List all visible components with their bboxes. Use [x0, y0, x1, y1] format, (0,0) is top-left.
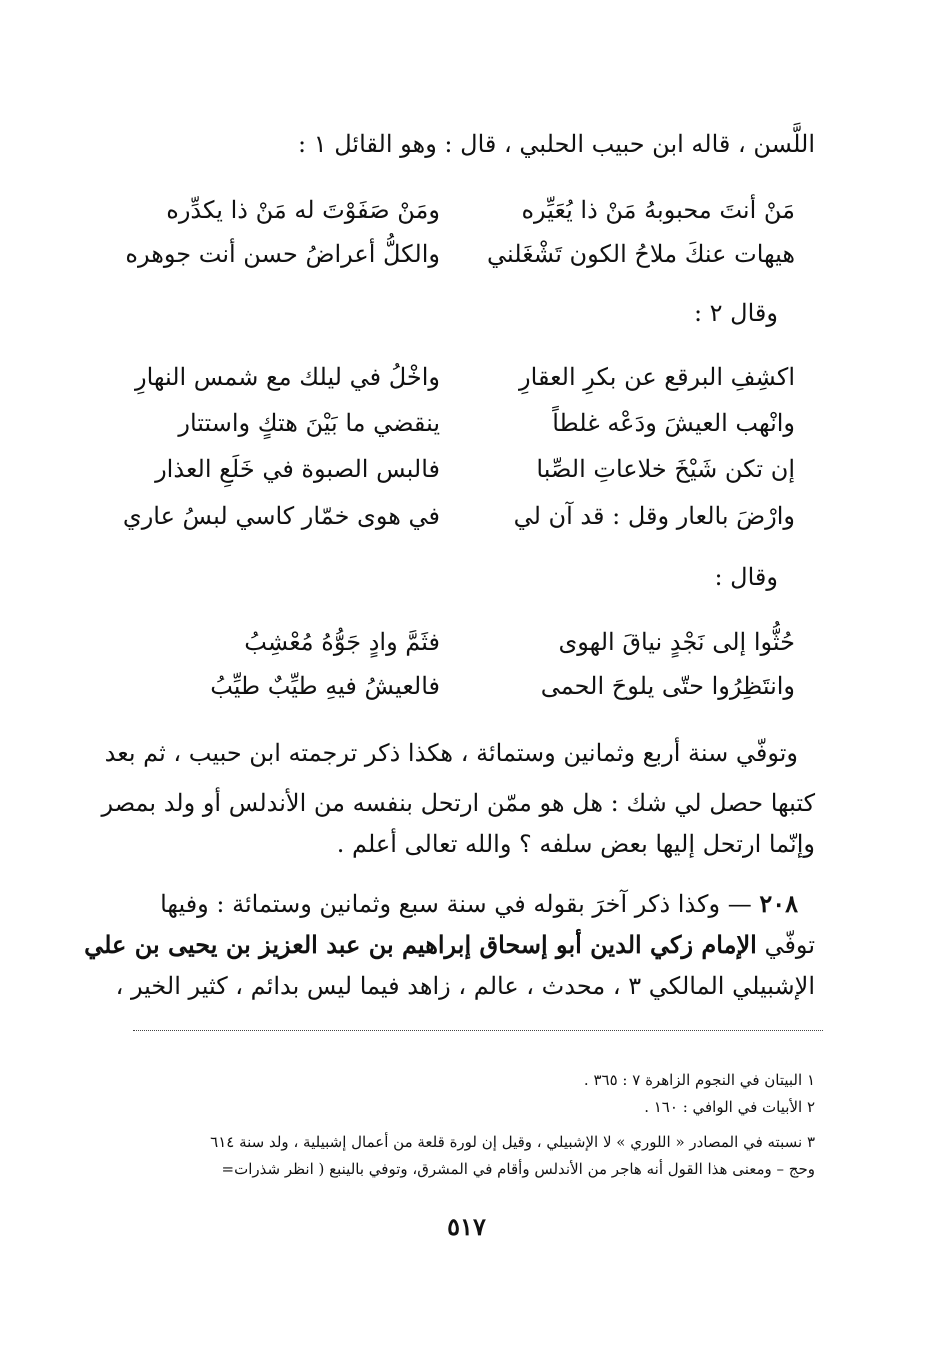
- verse-first-hemistich: اكشِفِ البرقع عن بكرِ العقارِ: [519, 363, 795, 391]
- paragraph1-line-3: وإنّما ارتحل إليها بعض سلفه ؟ والله تعالى أعلم .: [336, 830, 815, 858]
- verse-first-hemistich: حُثُّوا إلى نَجْدٍ نياقَ الهوى: [558, 628, 795, 656]
- footnote-separator: [133, 1030, 823, 1031]
- entry-208-person-name: الإمام زكي الدين أبو إسحاق إبراهيم بن عبد العزيز بن يحيى بن علي: [84, 930, 757, 959]
- paragraph1-line-1: وتوفّي سنة أربع وثمانين وستمائة ، هكذا ذكر ترجمته ابن حبيب ، ثم بعد: [104, 739, 798, 767]
- footnote-3: ٣ نسبته في المصادر « اللوري » لا الإشبيلي ، وقيل إن لورة قلعة من أعمال إشبيلية ، ولد سنة ٦١٤: [210, 1133, 815, 1151]
- poem1-verse-1: [140, 188, 795, 232]
- wa-qal-heading-2: وقال ٢ :: [693, 299, 778, 327]
- poem3-verse-1: [140, 620, 795, 664]
- paragraph1-line-2: كتبها حصل لي شك : هل هو ممّن ارتحل بنفسه من الأندلس أو ولد بمصر: [101, 789, 815, 817]
- verse-second-hemistich: في هوى خمّار كاسي لبسُ عاري: [122, 502, 440, 530]
- poem3-verse-2: [140, 664, 795, 708]
- verse-second-hemistich: ومَنْ صَفَوْتَ له مَنْ ذا يكدِّره: [166, 196, 440, 224]
- verse-first-hemistich: مَنْ أنتَ محبوبهُ مَنْ ذا يُعَيِّره: [521, 196, 795, 224]
- poem2-verse-3: [140, 447, 795, 491]
- verse-first-hemistich: إن تكن شَيْخَ خلاعاتِ الصِّبا: [536, 455, 795, 483]
- verse-second-hemistich: والكلُّ أعراضُ حسن أنت جوهره: [125, 240, 440, 268]
- entry-208-line-3: الإشبيلي المالكي ٣ ، محدث ، عالم ، زاهد فيما ليس بدائم ، كثير الخير ،: [115, 972, 815, 1000]
- poem1-verse-2: [125, 232, 795, 276]
- wa-qal-heading-3: وقال :: [714, 563, 778, 591]
- footnote-2: ٢ الأبيات في الوافي : ١٦٠ .: [644, 1098, 815, 1116]
- verse-first-hemistich: وانْهب العيشَ ودَعْه غلطاً: [552, 409, 795, 437]
- verse-second-hemistich: فالعيشُ فيهِ طيِّبٌ طيِّبُ: [210, 672, 440, 700]
- poem2-verse-1: [134, 355, 795, 399]
- verse-first-hemistich: وانتَظِرُوا حتّى يلوحَ الحمى: [540, 672, 795, 700]
- entry-208-text: توفّي: [756, 931, 815, 959]
- footnote-1: ١ البيتان في النجوم الزاهرة ٧ : ٣٦٥ .: [583, 1071, 815, 1089]
- verse-second-hemistich: واخْلُ في ليلك مع شمس النهارِ: [134, 363, 440, 391]
- entry-208-line-2: [84, 925, 815, 965]
- footnote-3-continued: وحج – ومعنى هذا القول أنه هاجر من الأندلس وأقام في المشرق، وتوفي بالينبع ( انظر شذرات=: [221, 1160, 815, 1178]
- verse-first-hemistich: هيهات عنكَ ملاحُ الكون تَشْغَلني: [487, 240, 795, 268]
- entry-208-text: — وكذا ذكر آخرَ بقوله في سنة سبع وثمانين وستمائة : وفيها: [160, 890, 760, 918]
- verse-second-hemistich: فثَمَّ وادٍ جَوُّهُ مُعْشِبُ: [244, 628, 440, 656]
- poem2-verse-4: [122, 494, 795, 538]
- entry-208-line-1: [128, 884, 798, 924]
- entry-number: ٢٠٨: [759, 889, 798, 918]
- verse-first-hemistich: وارْضَ بالعار وقل : قد آن لي: [513, 502, 795, 530]
- page-number: ٥١٧: [447, 1212, 486, 1241]
- intro-line: اللَّسن ، قاله ابن حبيب الحلبي ، قال : وهو القائل ١ :: [298, 130, 815, 158]
- poem2-verse-2: [140, 401, 795, 445]
- verse-second-hemistich: ينقضي ما بَيْنَ هتكٍ واستتار: [178, 409, 440, 437]
- verse-second-hemistich: فالبس الصبوة في خَلَعِ العذار: [155, 455, 440, 483]
